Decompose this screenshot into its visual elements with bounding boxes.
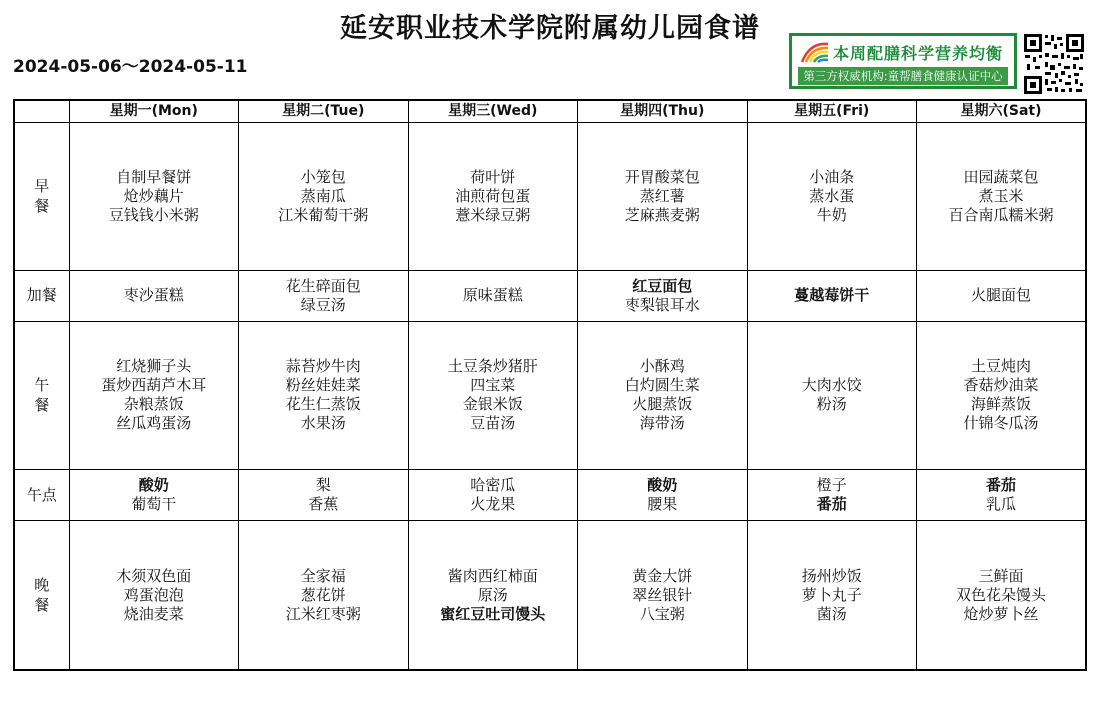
meal-label-char: 早: [34, 177, 50, 196]
dish-item: 扬州炒饭: [801, 566, 862, 585]
dish-item: 萝卜丸子: [801, 585, 862, 604]
meal-label: 加餐: [14, 270, 69, 321]
dish-item: 葡萄干: [131, 495, 177, 514]
meal-label: [14, 122, 69, 270]
dish-item: 芝麻燕麦粥: [624, 205, 700, 224]
menu-cell: [747, 122, 917, 270]
dish-item: 蒜苔炒牛肉: [285, 357, 361, 376]
day-header-row: [14, 100, 1086, 122]
dish-item: 蒸南瓜: [300, 186, 346, 205]
date-range: 2024-05-06～2024-05-11: [13, 57, 248, 77]
dish-item: 红豆面包: [632, 276, 693, 295]
meal-label-char: 午: [34, 376, 50, 395]
meal-label-char: 晚: [34, 576, 50, 595]
menu-cell: [917, 521, 1087, 670]
dish-item: 粉丝娃娃菜: [285, 376, 361, 395]
menu-cell: [408, 321, 578, 469]
dish-item: 自制早餐饼: [116, 167, 192, 186]
menu-cell: [408, 270, 578, 321]
dish-item: 三鲜面: [978, 566, 1024, 585]
meal-row: [14, 321, 1086, 469]
dish-item: 豆钱钱小米粥: [108, 205, 199, 224]
meal-label-char: 餐: [34, 596, 50, 615]
dish-item: 开胃酸菜包: [624, 167, 700, 186]
dish-item: 油煎荷包蛋: [455, 186, 531, 205]
dish-item: 酸奶: [647, 476, 678, 495]
menu-cell: [69, 521, 239, 670]
dish-item: 双色花朵馒头: [955, 585, 1046, 604]
menu-cell: [578, 122, 748, 270]
dish-item: 腰果: [647, 495, 678, 514]
meal-row: [14, 470, 1086, 521]
dish-item: 番茄: [985, 476, 1016, 495]
day-header: 星期三(Wed): [408, 100, 578, 122]
dish-item: 蔓越莓饼干: [794, 286, 870, 305]
dish-item: 海鲜蒸饭: [970, 395, 1031, 414]
dish-item: 黄金大饼: [632, 566, 693, 585]
dish-item: 杂粮蒸饭: [123, 395, 184, 414]
dish-item: 火腿蒸饭: [632, 395, 693, 414]
meal-label: 午点: [14, 470, 69, 521]
dish-item: 花生碎面包: [285, 276, 361, 295]
certification-badge: [789, 33, 1017, 89]
dish-item: 火龙果: [470, 495, 516, 514]
dish-item: 原汤: [477, 585, 508, 604]
menu-cell: [69, 270, 239, 321]
dish-item: 酱肉西红柿面: [447, 566, 538, 585]
dish-item: 土豆条炒猪肝: [447, 357, 538, 376]
badge-headline: 本周配膳科学营养均衡: [833, 43, 1004, 63]
page-title: 延安职业技术学院附属幼儿园食谱: [340, 13, 760, 44]
menu-cell: [69, 122, 239, 270]
dish-item: 小酥鸡: [639, 357, 685, 376]
dish-item: 八宝粥: [639, 604, 685, 623]
menu-cell: [408, 521, 578, 670]
meal-row: [14, 521, 1086, 670]
dish-item: 翠丝银针: [632, 585, 693, 604]
menu-table: [13, 99, 1087, 671]
dish-item: 四宝菜: [470, 376, 516, 395]
menu-cell: [578, 321, 748, 469]
dish-item: 蜜红豆吐司馒头: [440, 604, 546, 623]
dish-item: 乳瓜: [985, 495, 1016, 514]
dish-item: 江米葡萄干粥: [278, 205, 369, 224]
dish-item: 粉汤: [816, 395, 847, 414]
rainbow-logo-icon: [800, 40, 830, 64]
meal-label-char: 餐: [34, 396, 50, 415]
menu-cell: [917, 122, 1087, 270]
dish-item: 小笼包: [300, 167, 346, 186]
dish-item: 荷叶饼: [470, 167, 516, 186]
dish-item: 蛋炒西葫芦木耳: [101, 376, 207, 395]
menu-cell: [239, 521, 409, 670]
dish-item: 绿豆汤: [300, 295, 346, 314]
dish-item: 白灼圆生菜: [624, 376, 700, 395]
dish-item: 酸奶: [138, 476, 169, 495]
dish-item: 薏米绿豆粥: [455, 205, 531, 224]
dish-item: 香蕉: [308, 495, 339, 514]
dish-item: 煮玉米: [978, 186, 1024, 205]
menu-cell: [578, 270, 748, 321]
dish-item: 原味蛋糕: [462, 286, 523, 305]
dish-item: 百合南瓜糯米粥: [948, 205, 1054, 224]
menu-cell: [239, 270, 409, 321]
corner-cell: [14, 100, 69, 122]
menu-cell: [578, 470, 748, 521]
dish-item: 炝炒藕片: [123, 186, 184, 205]
dish-item: 江米红枣粥: [285, 604, 361, 623]
day-header: 星期二(Tue): [239, 100, 409, 122]
dish-item: 葱花饼: [300, 585, 346, 604]
dish-item: 烧油麦菜: [123, 604, 184, 623]
meal-row: [14, 270, 1086, 321]
dish-item: 红烧狮子头: [116, 357, 192, 376]
dish-item: 炝炒萝卜丝: [963, 604, 1039, 623]
menu-cell: [917, 270, 1087, 321]
dish-item: 海带汤: [639, 414, 685, 433]
meal-row: [14, 122, 1086, 270]
menu-cell: [69, 321, 239, 469]
dish-item: 金银米饭: [462, 395, 523, 414]
day-header: 星期六(Sat): [917, 100, 1087, 122]
dish-item: 梨: [315, 476, 331, 495]
dish-item: 全家福: [300, 566, 346, 585]
menu-cell: [239, 321, 409, 469]
menu-cell: [747, 270, 917, 321]
menu-cell: [917, 470, 1087, 521]
dish-item: 枣沙蛋糕: [123, 286, 184, 305]
dish-item: 水果汤: [300, 414, 346, 433]
meal-label: [14, 521, 69, 670]
dish-item: 木须双色面: [116, 566, 192, 585]
menu-cell: [408, 470, 578, 521]
dish-item: 牛奶: [816, 205, 847, 224]
day-header: 星期四(Thu): [578, 100, 748, 122]
dish-item: 丝瓜鸡蛋汤: [116, 414, 192, 433]
dish-item: 花生仁蒸饭: [285, 395, 361, 414]
menu-cell: [239, 122, 409, 270]
dish-item: 枣梨银耳水: [624, 295, 700, 314]
dish-item: 蒸水蛋: [809, 186, 855, 205]
day-header: 星期一(Mon): [69, 100, 239, 122]
menu-cell: [408, 122, 578, 270]
dish-item: 番茄: [816, 495, 847, 514]
dish-item: 橙子: [816, 476, 847, 495]
menu-cell: [917, 321, 1087, 469]
dish-item: 大肉水饺: [801, 376, 862, 395]
dish-item: 土豆炖肉: [970, 357, 1031, 376]
menu-cell: [69, 470, 239, 521]
menu-cell: [747, 470, 917, 521]
dish-item: 香菇炒油菜: [963, 376, 1039, 395]
menu-cell: [239, 470, 409, 521]
menu-cell: [747, 521, 917, 670]
dish-item: 小油条: [809, 167, 855, 186]
badge-subline: 第三方权威机构:童帮膳食健康认证中心: [798, 67, 1008, 85]
dish-item: 蒸红薯: [639, 186, 685, 205]
dish-item: 菌汤: [816, 604, 847, 623]
dish-item: 豆苗汤: [470, 414, 516, 433]
day-header: 星期五(Fri): [747, 100, 917, 122]
dish-item: 什锦冬瓜汤: [963, 414, 1039, 433]
dish-item: 哈密瓜: [470, 476, 516, 495]
dish-item: 田园蔬菜包: [963, 167, 1039, 186]
menu-cell: [747, 321, 917, 469]
dish-item: 鸡蛋泡泡: [123, 585, 184, 604]
qr-code-icon[interactable]: [1023, 33, 1085, 95]
meal-label: [14, 321, 69, 469]
dish-item: 火腿面包: [970, 286, 1031, 305]
menu-cell: [578, 521, 748, 670]
meal-label-char: 餐: [34, 197, 50, 216]
